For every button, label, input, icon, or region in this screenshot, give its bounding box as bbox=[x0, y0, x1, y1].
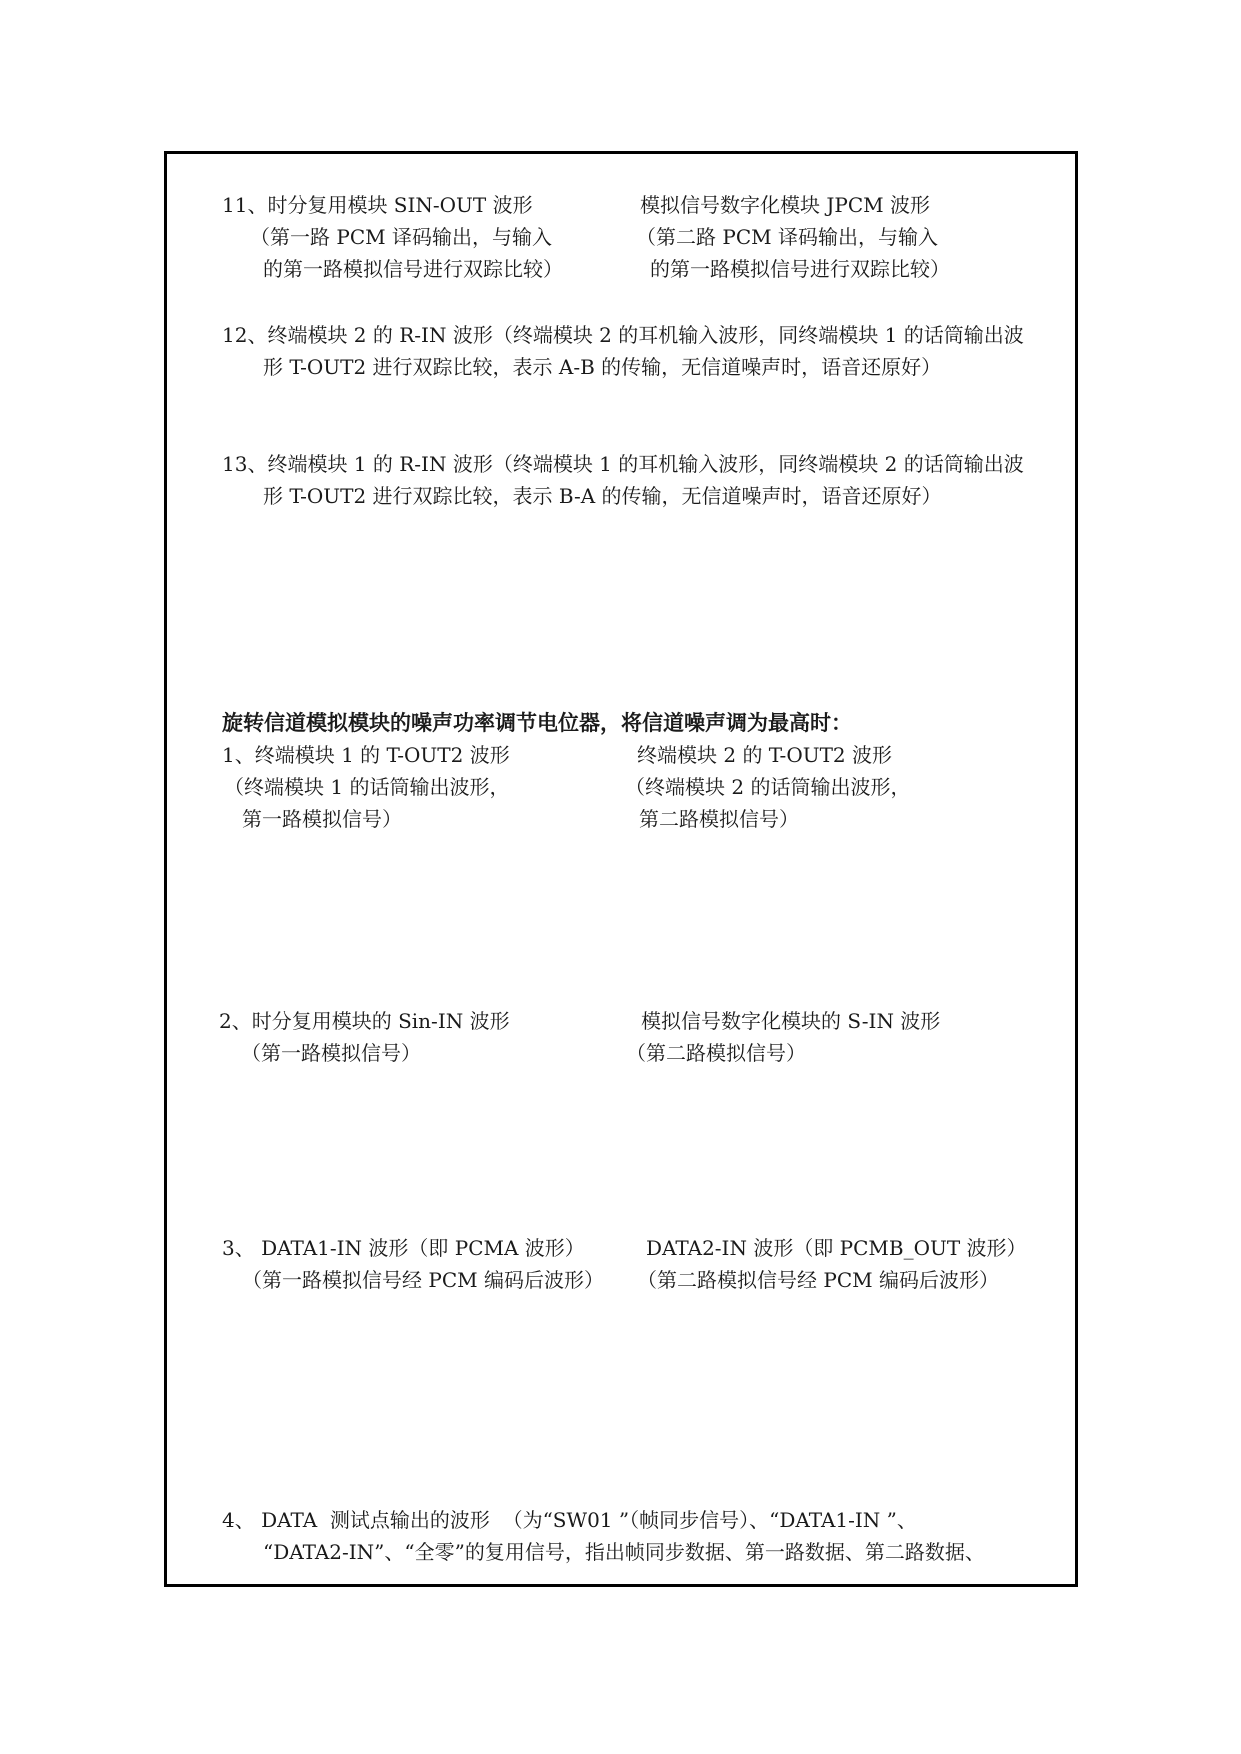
item2-left-line-1: 2、时分复用模块的 Sin-IN 波形 bbox=[219, 1009, 510, 1033]
item2-right-line-2: （第二路模拟信号） bbox=[626, 1041, 806, 1065]
sec12-line-1: 12、终端模块 2 的 R-IN 波形（终端模块 2 的耳机输入波形，同终端模块 1 的话筒输出波 bbox=[222, 323, 1024, 347]
item3-right-line-1: DATA2-IN 波形（即 PCMB_OUT 波形） bbox=[646, 1236, 1027, 1260]
sec11-right-line-1: 模拟信号数字化模块 JPCM 波形 bbox=[640, 193, 930, 217]
sec11-left-line-3: 的第一路模拟信号进行双踪比较） bbox=[263, 257, 563, 281]
item2-left-line-2: （第一路模拟信号） bbox=[241, 1041, 421, 1065]
item2-right-line-1: 模拟信号数字化模块的 S-IN 波形 bbox=[641, 1009, 941, 1033]
item1-left-line-2: （终端模块 1 的话筒输出波形， bbox=[224, 775, 510, 799]
sec11-right-line-3: 的第一路模拟信号进行双踪比较） bbox=[650, 257, 950, 281]
sec11-right-line-2: （第二路 PCM 译码输出，与输入 bbox=[636, 225, 938, 249]
sec13-line-2: 形 T-OUT2 进行双踪比较，表示 B-A 的传输，无信道噪声时，语音还原好） bbox=[263, 484, 942, 508]
sec13-line-1: 13、终端模块 1 的 R-IN 波形（终端模块 1 的耳机输入波形，同终端模块 2 的话筒输出波 bbox=[222, 452, 1024, 476]
item1-left-line-1: 1、终端模块 1 的 T-OUT2 波形 bbox=[222, 743, 510, 767]
item3-right-line-2: （第二路模拟信号经 PCM 编码后波形） bbox=[637, 1268, 999, 1292]
document-frame bbox=[164, 151, 1078, 1587]
sec11-left-line-2: （第一路 PCM 译码输出，与输入 bbox=[250, 225, 552, 249]
item1-right-line-2: （终端模块 2 的话筒输出波形， bbox=[625, 775, 911, 799]
item1-left-line-3: 第一路模拟信号） bbox=[242, 807, 402, 831]
item4-line-2: “DATA2-IN”、“全零”的复用信号，指出帧同步数据、第一路数据、第二路数据、 bbox=[263, 1540, 985, 1564]
sec11-left-line-1: 11、时分复用模块 SIN-OUT 波形 bbox=[222, 193, 533, 217]
sec12-line-2: 形 T-OUT2 进行双踪比较，表示 A-B 的传输，无信道噪声时，语音还原好） bbox=[263, 355, 942, 379]
item1-right-line-1: 终端模块 2 的 T-OUT2 波形 bbox=[637, 743, 892, 767]
item3-left-line-2: （第一路模拟信号经 PCM 编码后波形） bbox=[242, 1268, 604, 1292]
item3-left-line-1: 3、 DATA1-IN 波形（即 PCMA 波形） bbox=[222, 1236, 585, 1260]
item1-right-line-3: 第二路模拟信号） bbox=[639, 807, 799, 831]
section-heading: 旋转信道模拟模块的噪声功率调节电位器，将信道噪声调为最高时： bbox=[222, 710, 852, 735]
item4-line-1: 4、 DATA 测试点输出的波形 （为“SW01 ”（帧同步信号）、“DATA1-IN ”、 bbox=[222, 1508, 917, 1532]
